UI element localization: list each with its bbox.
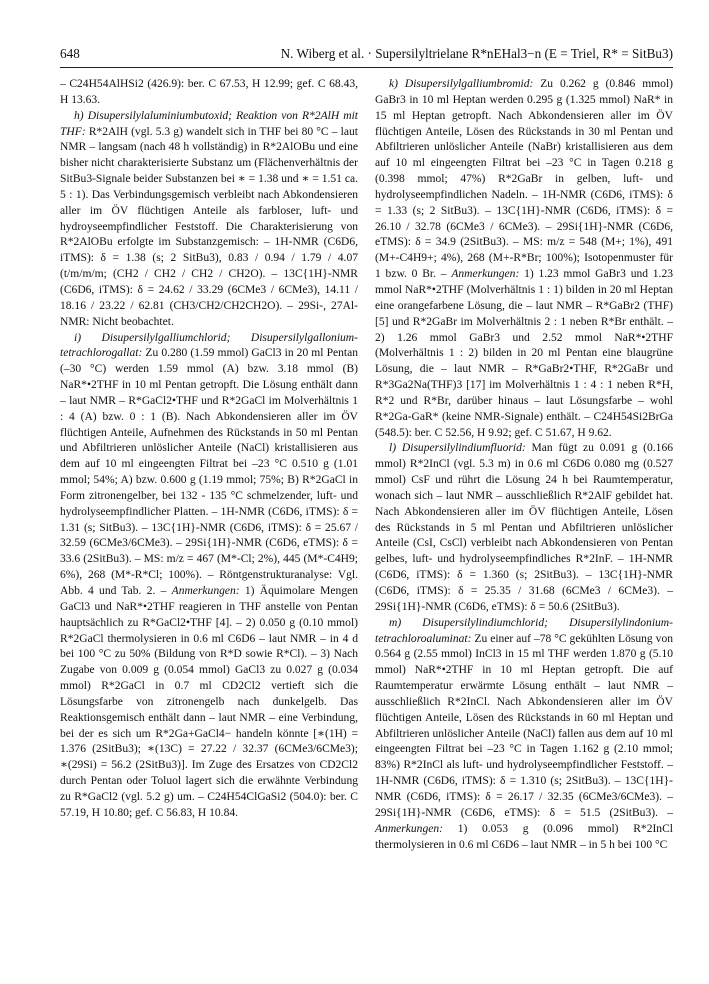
- text-run: Zu 0.280 (1.59 mmol) GaCl3 in 20 ml Pentan (–30 °C) werden 1.59 mmol (A) bzw. 3.18 mmol (B) NaR*•2THF in 10 ml Pentan getropft. Die Lösung enthält dann – laut NMR – R*GaCl2•THF und R*2GaCl im Molverhältnis 1 : 4 (A) bzw. 0 : 1 (B). Nach Abkondensieren aller im ÖV flüchtigen Anteile, Aufnehmen des Rückstands in 50 ml Pentan und Abfiltrieren unlöslicher Anteile (NaCl) kristallisieren aus dem auf 10 ml eingeengten Filtrat bei –23 °C 0.510 g (1.01 mmol; 54%; A) bzw. 0.600 g (1.19 mmol; 75%; B) R*2GaCl in Form zitronengelber, bei 132 - 135 °C schmelzender, luft- und hydrolyseempfindlicher Platten. – 1H-NMR (C6D6, iTMS): δ = 1.31 (s; SitBu3). – 13C{1H}-NMR (C6D6, iTMS): δ = 25.67 / 32.59 (6CMe3/6CMe3). – 29Si{1H}-NMR (C6D6, eTMS): δ = 33.6 (2SitBu3). – MS: m/z = 467 (M*-Cl; 2%), 445 (M*-C4H9; 6%), 268 (M*-R*Cl; 100%). – Röntgenstrukturanalyse: Vgl. Abb. 4 und Tab. 2. –: [60, 347, 358, 597]
- paragraph: [60, 109, 358, 331]
- italic-run: m) Disupersilylindiumchlorid; Disupersilylindonium-tetrachloroaluminat:: [375, 616, 673, 645]
- text-run: Zu einer auf –78 °C gekühlten Lösung von 0.564 g (2.55 mmol) InCl3 in 15 ml THF werden 1.870 g (5.10 mmol) NaR*•2THF in 10 ml Heptan getropft. Die auf Raumtemperatur erwärmte Lösung enthält – laut NMR – ausschließlich R*2InCl. Nach Abkondensieren aller im ÖV flüchtigen Anteile, Lösen des Rückstands in 60 ml Heptan und Abfiltrieren unlöslicher Anteile (NaCl) fallen aus dem auf 10 ml eingeengten Filtrat bei –23 °C in Tagen 1.162 g (2.10 mmol; 83%) R*2InCl als luft- und hydrolyseempfindlicher Feststoff. – 1H-NMR (C6D6, iTMS): δ = 1.310 (s; 2SitBu3). – 13C{1H}-NMR (C6D6, iTMS): δ = 26.17 / 32.35 (6CMe3/6CMe3). – 29Si{1H}-NMR (C6D6, eTMS): δ = 51.5 (2SitBu3). –: [375, 632, 673, 819]
- italic-run: i) Disupersilylgalliumchlorid; Disupersilylgallonium-tetrachlorogallat:: [60, 331, 358, 360]
- page-number: 648: [60, 46, 80, 61]
- italic-run: Anmerkungen:: [451, 268, 520, 281]
- italic-run: h) Disupersilylaluminiumbutoxid; Reaktion von R*2AlH mit THF:: [60, 109, 358, 138]
- paragraph: [60, 77, 358, 109]
- text-run: 1) 1.23 mmol GaBr3 und 1.23 mmol NaR*•2THF (Molverhältnis 1 : 1) bilden in 20 ml Heptan eine orangefarbene Lösung, die – laut NMR – R*GaBr2 (THF) [5] und R*2GaBr im Molverhältnis 2 : 1 neben R*Br enthält. – 2) 1.26 mmol GaBr3 und 2.52 mmol NaR*•2THF (Molverhältnis 1 : 2) bilden in 20 ml Pentan eine blaugrüne Lösung, die – laut NMR – R*GaBr2•THF, R*2GaBr und R*3Ga2Na(THF)3 [17] im Molverhältnis 1 : 4 : 1 neben R*H, R*2 und R*Br, darüber hinaus – laut Lösungsfarbe – wohl R*2Ga-GaR* (keine NMR-Signale) enthält. – C24H54Si2BrGa (548.5): ber. C 52.56, H 9.92; gef. C 51.67, H 9.62.: [375, 268, 673, 439]
- italic-run: Anmerkungen:: [375, 822, 443, 835]
- text-run: Zu 0.262 g (0.846 mmol) GaBr3 in 10 ml Heptan werden 0.295 g (1.325 mmol) NaR* in 15 ml Heptan getropft. Nach Abkondensieren aller im ÖV flüchtigen Anteile, Lösen des Rückstands in 30 ml Pentan und Abfiltrieren unlöslicher Anteile (NaBr) kristallisieren aus dem auf 10 ml eingeengten Filtrat bei –23 °C in Tagen 0.218 g (0.398 mmol; 47%) R*2GaBr in gelben, luft- und hydrolyseempfindlichen Nadeln. – 1H-NMR (C6D6, iTMS): δ = 1.33 (s; 2 SitBu3). – 13C{1H}-NMR (C6D6, iTMS): δ = 26.10 / 32.78 (6CMe3 / 6CMe3). – 29Si{1H}-NMR (C6D6, eTMS): δ = 34.9 (2SitBu3). – MS: m/z = 548 (M+; 1%), 491 (M+-C4H9+; 4%), 268 (M+-R*Br; 100%); Isotopenmuster für 1 bzw. 0 Br. –: [375, 78, 673, 281]
- italic-run: k) Disupersilylgalliumbromid:: [389, 78, 534, 90]
- paragraph: [375, 616, 673, 854]
- text-run: – C24H54AlHSi2 (426.9): ber. C 67.53, H 12.99; gef. C 68.43, H 13.63.: [60, 78, 358, 106]
- paragraph: [60, 331, 358, 822]
- paragraph: [375, 441, 673, 615]
- running-title: N. Wiberg et al. · Supersilyltrielane R*nEHal3−n (E = Triel, R* = SitBu3): [280, 46, 673, 61]
- italic-run: l) Disupersilylindiumfluorid:: [389, 442, 526, 455]
- paragraph: [375, 77, 673, 441]
- text-run: 1) Äquimolare Mengen GaCl3 und NaR*•2THF reagieren in THF anstelle von Pentan hauptsächlich zu R*GaCl2•THF [4]. – 2) 0.050 g (0.10 mmol) R*2GaCl thermolysieren in 0.6 ml C6D6 – laut NMR – in 4 d bei 100 °C zu 50% (Bildung von R*D sowie R*Cl). – 3) Nach Zugabe von 0.009 g (0.054 mmol) GaCl3 zu 0.027 g (0.034 mmol) R*2GaCl in 0.7 ml CD2Cl2 vertieft sich die Lösungsfarbe von zitronengelb nach dunkelgelb. Das Reaktionsgemisch enthält dann – laut NMR – eine Verbindung, bei der es sich um R*2Ga+GaCl4− handeln könnte [∗(1H) = 1.376 (2SitBu3); ∗(13C) = 27.22 / 32.37 (6CMe3/6CMe3); ∗(29Si) = 56.2 (2SitBu3)]. Im Zuge des Ersatzes von CD2Cl2 durch Pentan oder Toluol lagert sich die erwähnte Verbindung zu R*GaCl2 (vgl. 5.2 g) um. – C24H54ClGaSi2 (504.0): ber. C 57.19, H 10.80; gef. C 56.83, H 10.84.: [60, 585, 358, 819]
- text-run: Man fügt zu 0.091 g (0.166 mmol) R*2InCl (vgl. 5.3 m) in 0.6 ml C6D6 0.080 mg (0.527 mmol) CsF und rührt die Lösung 24 h bei Raumtemperatur, wonach sich – laut NMR – ausschließlich R*2AlF gebildet hat. Nach Abkondensieren aller im ÖV flüchtigen Anteile, Lösen des Rückstands in 5 ml Pentan und Abfiltrieren unlöslicher Anteile (CsI, CsCl) verbleibt nach Abkondensieren von Pentan gelbes, luft- und hydrolyseempfindliches R*2InF. – 1H-NMR (C6D6, iTMS): δ = 1.360 (s; 2SitBu3). – 13C{1H}-NMR (C6D6, iTMS): δ = 25.35 / 31.68 (6CMe3 / 6CMe3). – 29Si{1H}-NMR (C6D6, eTMS): δ = 50.6 (2SitBu3).: [375, 442, 673, 613]
- running-header: [60, 44, 673, 64]
- italic-run: Anmerkungen:: [171, 585, 240, 597]
- text-run: 1) 0.053 g (0.096 mmol) R*2InCl thermolysieren in 0.6 ml C6D6 – laut NMR – in 5 h bei 100 °C: [375, 822, 673, 851]
- header-rule: [60, 67, 673, 68]
- text-run: R*2AlH (vgl. 5.3 g) wandelt sich in THF bei 80 °C – laut NMR – langsam (nach 48 h vollständig) in R*2AlOBu und eine bisher nicht charakterisierte Substanz um (Flächenverhältnis der SitBu3-Signale beider Substanzen bei ∗ = 1.38 und ∗ = 1.51 ca. 5 : 1). Das Verbindungsgemisch verbleibt nach Abkondensieren aller im ÖV flüchtigen Anteile als farbloser, luft- und hydroyseempfindlicher Feststoff. Die Charakterisierung von R*2AlOBu erfolgte im Substanzgemisch: – 1H-NMR (C6D6, iTMS): δ = 1.38 (s; 2 SitBu3), 0.83 / 0.94 / 1.79 / 4.07 (t/m/m/m; (CH2 / CH2 / CH2 / CH2O). – 13C{1H}-NMR (C6D6, iTMS): δ = 24.62 / 33.29 (6CMe3 / 6CMe3), 14.11 / 18.16 / 23.22 / 62.81 (CH3/CH2/CH2CH2O). – 29Si-, 27Al-NMR: Nicht beobachtet.: [60, 125, 358, 328]
- left-column: [60, 77, 358, 822]
- right-column: [375, 77, 673, 853]
